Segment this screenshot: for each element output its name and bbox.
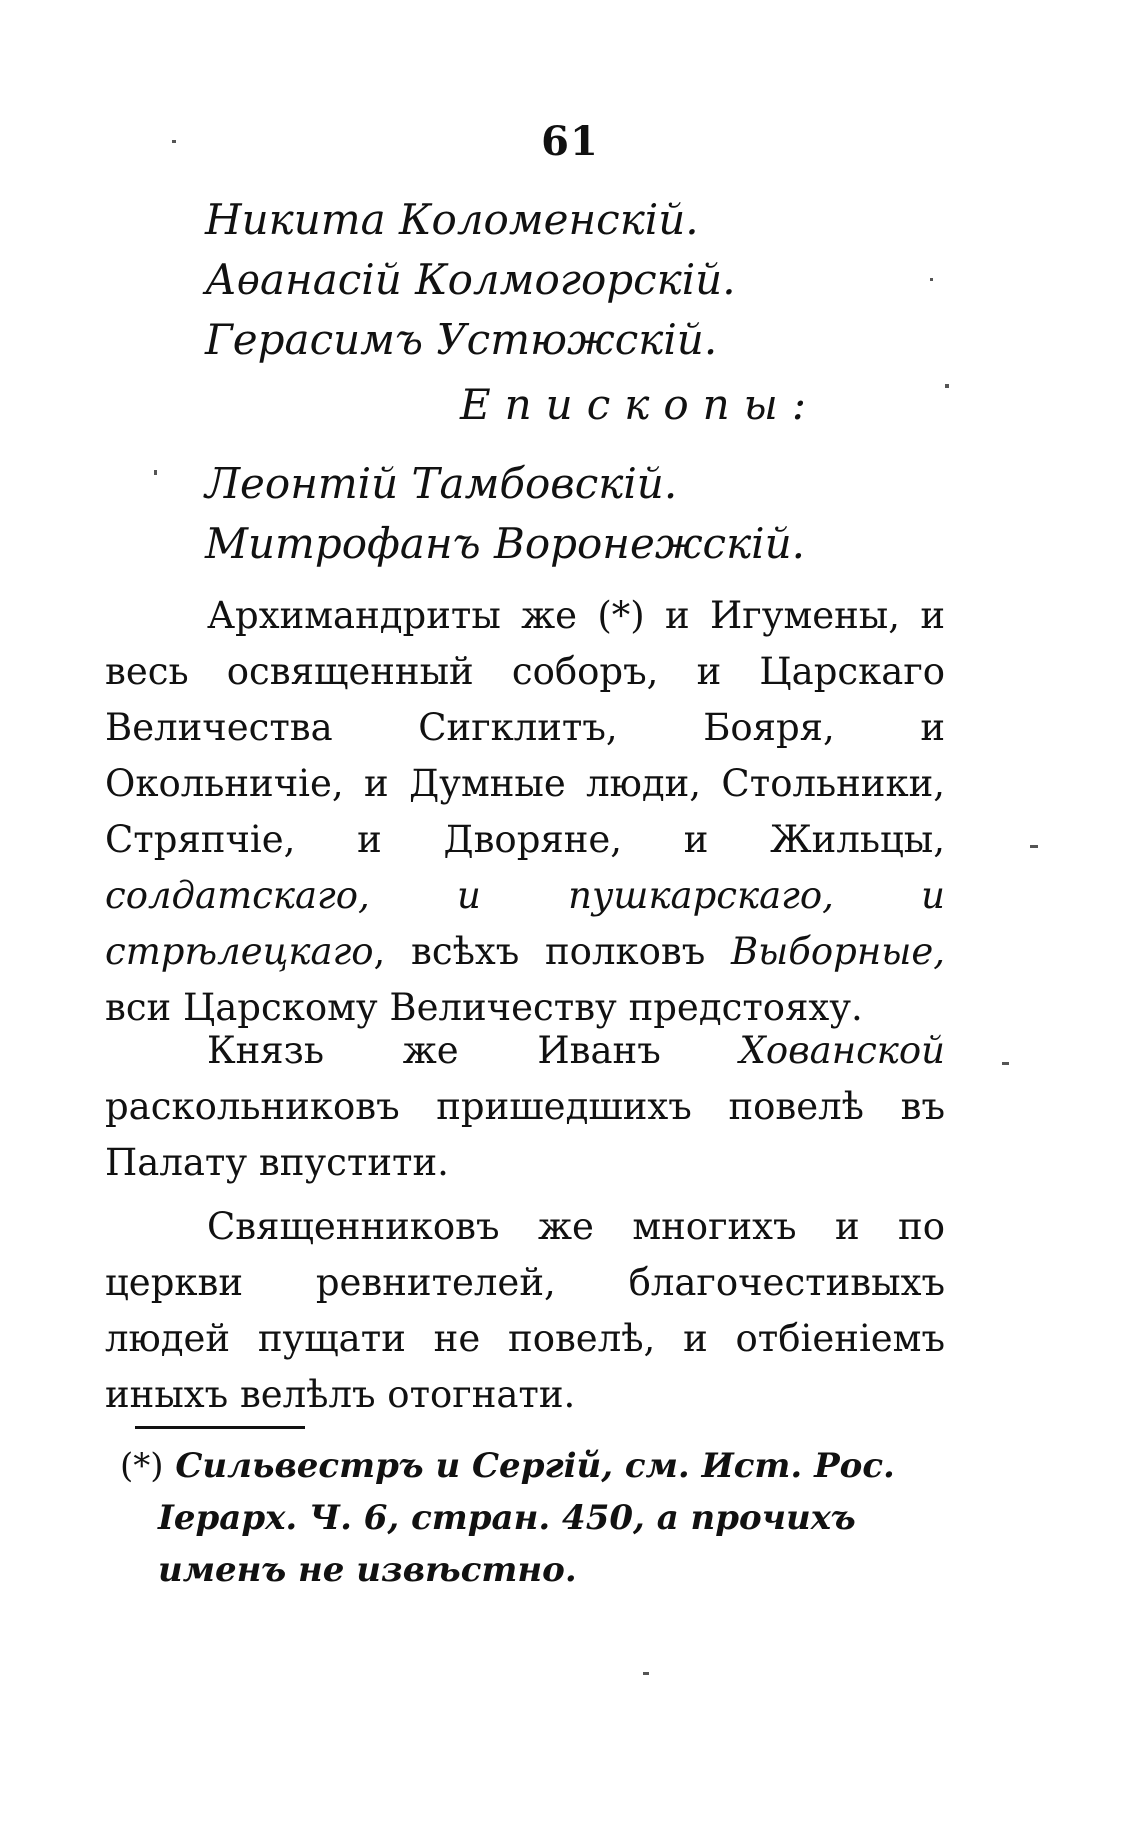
list-item: Леонтій Тамбовскій. (205, 459, 678, 508)
list-item: Митрофанъ Воронежскій. (205, 519, 805, 568)
list-item: Герасимъ Устюжскій. (205, 315, 718, 364)
paragraph-italic-text: Выборные, (730, 930, 945, 973)
paragraph-assembly (105, 588, 945, 1036)
scan-speck (643, 1672, 649, 1675)
list-item: Аѳанасій Колмогорскій. (205, 255, 736, 304)
scan-speck (154, 470, 157, 475)
scan-speck (1030, 845, 1038, 848)
footnote (120, 1440, 940, 1596)
paragraph-text: , всѣхъ полковъ (373, 930, 731, 973)
paragraph-text: раскольниковъ пришедшихъ повелѣ въ Палату впустити. (105, 1085, 945, 1184)
footnote-mark: (*) (120, 1446, 164, 1486)
scan-speck (172, 140, 176, 143)
paragraph-italic-text: солдатскаго, и пушкарскаго, и стрѣлецкаго (105, 874, 945, 973)
footnote-line: Іерарх. Ч. 6, стран. 450, а прочихъ (158, 1498, 856, 1538)
footnote-divider (135, 1426, 305, 1429)
scan-speck (930, 278, 933, 281)
list-item: Никита Коломенскій. (205, 195, 699, 244)
bishops-list (205, 454, 805, 574)
paragraph-italic-text: Хованской (739, 1029, 945, 1072)
paragraph-text: Князь же Иванъ (207, 1029, 740, 1072)
paragraph-priests: Священниковъ же многихъ и по церкви ревнителей, благочестивыхъ людей пущати не повелѣ, и отбіеніемъ иныхъ велѣлъ отогнати. (105, 1205, 945, 1416)
bishops-heading: Епископы: (459, 380, 821, 429)
page-number: 61 (541, 118, 599, 165)
scan-speck (1002, 1062, 1009, 1065)
footnote-line: именъ не извѣстно. (158, 1550, 577, 1590)
paragraph-khovansky (105, 1023, 945, 1191)
metropolitans-list (205, 190, 736, 370)
paragraph-text: Архимандриты же (*) и Игумены, и весь освященный соборъ, и Царскаго Величества Сигклитъ, Бояря, и Окольничіе, и Думные люди, Стольники, Стряпчіе, и Дворяне, и Жильцы, (105, 594, 945, 861)
scan-speck (945, 384, 949, 388)
footnote-text: Сильвестръ и Сергій, см. Ист. Рос. (175, 1446, 895, 1486)
footnote-line (120, 1440, 940, 1492)
paragraph-text: вси Царскому Величеству предстояху. (105, 986, 863, 1029)
